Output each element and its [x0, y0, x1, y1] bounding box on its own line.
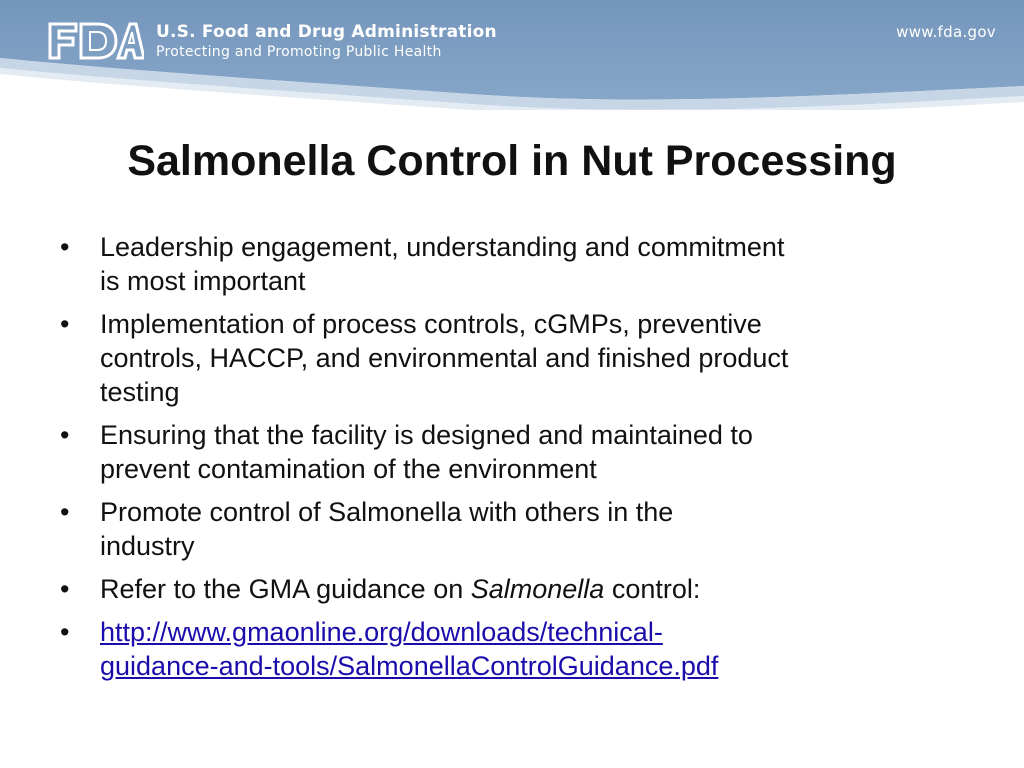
bullet-text: Promote control of Salmonella with others in the	[100, 497, 674, 527]
bullet-marker: •	[60, 232, 70, 262]
bullet-text: controls, HACCP, and environmental and finished product	[100, 343, 789, 373]
agency-block	[156, 22, 497, 62]
bullet-marker: •	[60, 497, 70, 527]
bullet-text: control:	[604, 574, 701, 604]
agency-name: U.S. Food and Drug Administration	[156, 22, 497, 42]
bullet-text-italic: Salmonella	[470, 574, 605, 604]
header-banner	[0, 0, 1024, 110]
bullet-item-facility	[58, 418, 978, 486]
site-url: www.fda.gov	[896, 23, 996, 41]
link-text[interactable]: http://www.gmaonline.org/downloads/technical-	[100, 617, 663, 647]
bullet-text: testing	[100, 377, 180, 407]
bullet-text: Ensuring that the facility is designed and maintained to	[100, 420, 753, 450]
bullet-list	[58, 230, 978, 692]
bullet-item-gma-link	[58, 615, 978, 683]
bullet-marker: •	[60, 309, 70, 339]
agency-tagline: Protecting and Promoting Public Health	[156, 44, 442, 60]
bullet-item-gma-guidance	[58, 572, 978, 606]
gma-guidance-link[interactable]	[100, 617, 718, 681]
bullet-item-leadership	[58, 230, 978, 298]
bullet-item-promote	[58, 495, 978, 563]
bullet-item-implementation	[58, 307, 978, 409]
bullet-text: Leadership engagement, understanding and commitment	[100, 232, 785, 262]
bullet-marker: •	[60, 420, 70, 450]
bullet-text: Refer to the GMA guidance on	[100, 574, 471, 604]
bullet-marker: •	[60, 574, 70, 604]
fda-logo	[48, 22, 144, 60]
bullet-marker: •	[60, 617, 70, 647]
bullet-text: is most important	[100, 266, 306, 296]
bullet-text: prevent contamination of the environment	[100, 454, 597, 484]
bullet-text: industry	[100, 531, 195, 561]
link-text[interactable]: guidance-and-tools/SalmonellaControlGuidance.pdf	[100, 651, 719, 681]
bullet-text: Implementation of process controls, cGMPs, preventive	[100, 309, 762, 339]
slide-title: Salmonella Control in Nut Processing	[127, 137, 897, 185]
